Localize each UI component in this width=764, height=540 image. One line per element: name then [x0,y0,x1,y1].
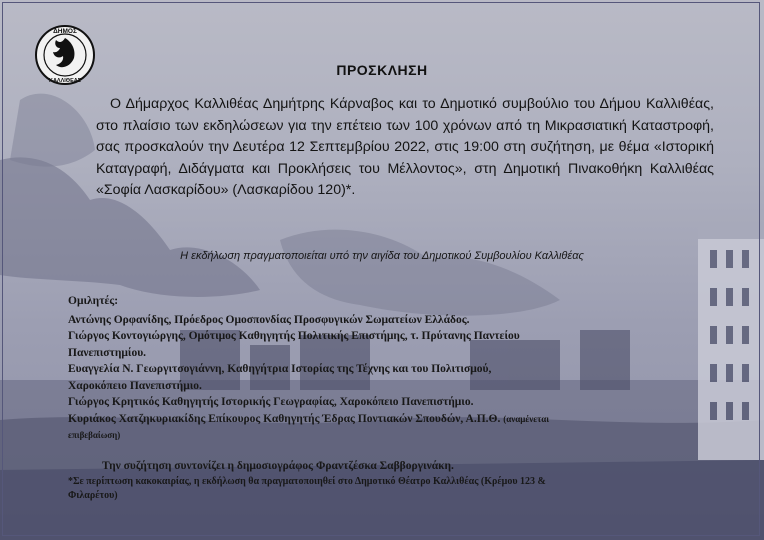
speaker-3-cont: Χαροκόπειο Πανεπιστήμιο. [68,379,202,392]
logo-top-text: ΔΗΜΟΣ [53,28,77,35]
aegis-note: Η εκδήλωση πραγματοποιείται υπό την αιγίδα του Δημοτικού Συμβουλίου Καλλιθέας [180,250,584,262]
invitation-title: ΠΡΟΣΚΛΗΣΗ [336,62,428,78]
speaker-5-note-cont: επιβεβαίωση) [68,430,121,440]
speaker-4: Γιώργος Κρητικός Καθηγητής Ιστορικής Γεωγραφίας, Χαροκόπειο Πανεπιστήμιο. [68,396,474,408]
speaker-1: Αντώνης Ορφανίδης, Πρόεδρος Ομοσπονδίας Προσφυγικών Σωματείων Ελλάδος. [68,313,470,326]
logo-bottom-text: ΚΑΛΛΙΘΕΑΣ [48,78,82,84]
speaker-2: Γιώργος Κοντογιώργης, Ομότιμος Καθηγητής Πολιτικής Επιστήμης, τ. Πρύτανης Παντείου [68,330,520,342]
card-border [2,2,760,536]
speaker-3: Ευαγγελία Ν. Γεωργιτσογιάννη, Καθηγήτρια Ιστορίας της Τέχνης και του Πολιτισμού, [68,363,492,375]
speakers-heading: Ομιλητές: [68,295,119,307]
footnote-line-2: Φιλαρέτου) [68,490,118,501]
speaker-5 [68,411,728,428]
coordinator-line: Την συζήτηση συντονίζει η δημοσιογράφος Φραντζέσκα Σαββοργινάκη. [102,460,454,472]
invitation-intro: Ο Δήμαρχος Καλλιθέας Δημήτρης Κάρναβος και το Δημοτικό συμβούλιο του Δήμου Καλλιθέας, στο πλαίσιο των εκδηλώσεων για την επέτειο των 100 χρόνων από τη Μικρασιατική Καταστροφή, σας προσκαλούν την Δευτέρα 12 Σεπτεμβρίου 2022, στις 19:00 στη συζήτηση, με θέμα «Ιστορική Καταγραφή, Διδάγματα και Προκλήσεις του Μέλλοντος», στη Δημοτική Πινακοθήκη Καλλιθέας «Σοφία Λασκαρίδου» (Λασκαρίδου 120)*. [96,96,714,199]
speakers-list [68,293,728,444]
speaker-5-text: Κυριάκος Χατζηκυριακίδης Επίκουρος Καθηγητής Έδρας Ποντιακών Σπουδών, Α.Π.Θ. [68,412,501,425]
speaker-5-note: (αναμένεται [503,413,550,424]
weather-footnote [68,475,748,503]
footnote-line-1: *Σε περίπτωση κακοκαιρίας, η εκδήλωση θα πραγματοποιηθεί στο Δημοτικό Θέατρο Καλλιθέας (Κρέμου 123 & [68,476,546,487]
speaker-2-cont: Πανεπιστημίου. [68,346,147,359]
